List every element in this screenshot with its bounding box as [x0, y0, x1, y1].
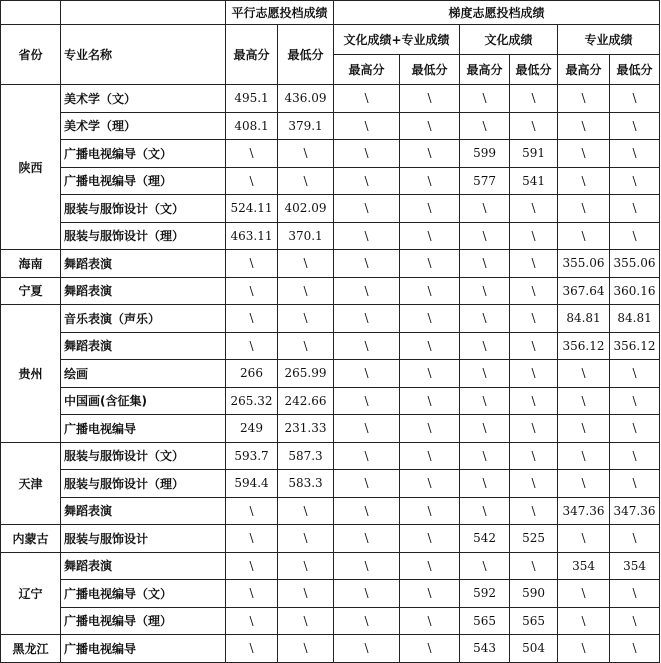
major-max-cell: 356.12 — [558, 332, 610, 360]
cpm-max-cell: \ — [334, 497, 400, 525]
parallel-min-cell: \ — [278, 552, 334, 580]
parallel-max-cell: \ — [226, 525, 278, 553]
major-min-cell: \ — [610, 112, 660, 140]
culture-min-cell: 591 — [510, 140, 558, 168]
table-row — [1, 360, 660, 388]
table-row — [1, 167, 660, 195]
parallel-max-cell: \ — [226, 140, 278, 168]
table-header — [1, 1, 660, 85]
major-name-cell: 服装与服饰设计 — [61, 525, 226, 553]
cpm-max-cell: \ — [334, 195, 400, 223]
header-parallel-max: 最高分 — [226, 25, 278, 85]
major-max-cell: \ — [558, 635, 610, 663]
cpm-max-cell: \ — [334, 525, 400, 553]
parallel-max-cell: 495.1 — [226, 85, 278, 113]
table-row — [1, 332, 660, 360]
parallel-max-cell: \ — [226, 167, 278, 195]
major-max-cell: \ — [558, 360, 610, 388]
culture-min-cell: \ — [510, 387, 558, 415]
cpm-min-cell: \ — [400, 222, 460, 250]
cpm-max-cell: \ — [334, 167, 400, 195]
culture-max-cell: \ — [460, 305, 510, 333]
cpm-max-cell: \ — [334, 635, 400, 663]
table-row — [1, 525, 660, 553]
culture-min-cell: \ — [510, 497, 558, 525]
table-row — [1, 222, 660, 250]
header-parallel: 平行志愿投档成绩 — [226, 1, 334, 25]
cpm-max-cell: \ — [334, 580, 400, 608]
major-min-cell: \ — [610, 415, 660, 443]
table-row — [1, 140, 660, 168]
table-row — [1, 497, 660, 525]
cpm-max-cell: \ — [334, 387, 400, 415]
table-row — [1, 552, 660, 580]
cpm-min-cell: \ — [400, 442, 460, 470]
major-max-cell: 354 — [558, 552, 610, 580]
major-max-cell: 367.64 — [558, 277, 610, 305]
province-cell: 辽宁 — [1, 552, 61, 635]
major-name-cell: 舞蹈表演 — [61, 277, 226, 305]
culture-max-cell: 577 — [460, 167, 510, 195]
major-min-cell: \ — [610, 470, 660, 498]
culture-max-cell: \ — [460, 112, 510, 140]
table-row — [1, 442, 660, 470]
province-cell: 内蒙古 — [1, 525, 61, 553]
table-row — [1, 580, 660, 608]
major-name-cell: 服装与服饰设计（文） — [61, 442, 226, 470]
major-min-cell: \ — [610, 635, 660, 663]
cpm-max-cell: \ — [334, 332, 400, 360]
header-culture-plus-major: 文化成绩+专业成绩 — [334, 25, 460, 55]
cpm-min-cell: \ — [400, 305, 460, 333]
cpm-min-cell: \ — [400, 525, 460, 553]
parallel-min-cell: \ — [278, 332, 334, 360]
table-row — [1, 607, 660, 635]
major-name-cell: 广播电视编导 — [61, 415, 226, 443]
cpm-min-cell: \ — [400, 277, 460, 305]
parallel-min-cell: \ — [278, 497, 334, 525]
parallel-max-cell: \ — [226, 277, 278, 305]
cpm-max-cell: \ — [334, 305, 400, 333]
cpm-max-cell: \ — [334, 112, 400, 140]
province-cell: 黑龙江 — [1, 635, 61, 663]
parallel-max-cell: \ — [226, 332, 278, 360]
culture-max-cell: \ — [460, 470, 510, 498]
culture-min-cell: \ — [510, 360, 558, 388]
table-row — [1, 470, 660, 498]
major-max-cell: \ — [558, 112, 610, 140]
culture-min-cell: \ — [510, 277, 558, 305]
culture-max-cell: \ — [460, 497, 510, 525]
major-max-cell: 355.06 — [558, 250, 610, 278]
culture-min-cell: \ — [510, 552, 558, 580]
parallel-min-cell: 265.99 — [278, 360, 334, 388]
major-min-cell: \ — [610, 360, 660, 388]
major-name-cell: 服装与服饰设计（文） — [61, 195, 226, 223]
parallel-min-cell: 402.09 — [278, 195, 334, 223]
major-name-cell: 服装与服饰设计（理） — [61, 470, 226, 498]
province-cell: 贵州 — [1, 305, 61, 443]
cpm-max-cell: \ — [334, 140, 400, 168]
major-name-cell: 广播电视编导（理） — [61, 167, 226, 195]
parallel-max-cell: \ — [226, 552, 278, 580]
major-max-cell: 84.81 — [558, 305, 610, 333]
table-row — [1, 415, 660, 443]
header-culture-min: 最低分 — [510, 55, 558, 85]
major-max-cell: \ — [558, 167, 610, 195]
culture-min-cell: \ — [510, 305, 558, 333]
culture-min-cell: 565 — [510, 607, 558, 635]
culture-min-cell: 590 — [510, 580, 558, 608]
cpm-min-cell: \ — [400, 332, 460, 360]
major-name-cell: 广播电视编导（文） — [61, 140, 226, 168]
cpm-min-cell: \ — [400, 85, 460, 113]
major-max-cell: \ — [558, 222, 610, 250]
major-min-cell: \ — [610, 525, 660, 553]
cpm-min-cell: \ — [400, 387, 460, 415]
parallel-min-cell: \ — [278, 140, 334, 168]
culture-min-cell: \ — [510, 442, 558, 470]
major-max-cell: \ — [558, 525, 610, 553]
header-gradient: 梯度志愿投档成绩 — [334, 1, 660, 25]
culture-min-cell: 504 — [510, 635, 558, 663]
table-row — [1, 387, 660, 415]
cpm-max-cell: \ — [334, 442, 400, 470]
cpm-max-cell: \ — [334, 277, 400, 305]
header-blank-major — [61, 1, 226, 25]
cpm-min-cell: \ — [400, 360, 460, 388]
culture-max-cell: \ — [460, 195, 510, 223]
major-max-cell: \ — [558, 387, 610, 415]
parallel-min-cell: 583.3 — [278, 470, 334, 498]
major-min-cell: \ — [610, 607, 660, 635]
table-row — [1, 277, 660, 305]
culture-max-cell: \ — [460, 85, 510, 113]
culture-max-cell: \ — [460, 360, 510, 388]
cpm-min-cell: \ — [400, 250, 460, 278]
province-cell: 海南 — [1, 250, 61, 278]
parallel-min-cell: 231.33 — [278, 415, 334, 443]
major-max-cell: \ — [558, 607, 610, 635]
culture-max-cell: \ — [460, 250, 510, 278]
culture-min-cell: 541 — [510, 167, 558, 195]
cpm-min-cell: \ — [400, 415, 460, 443]
parallel-max-cell: 408.1 — [226, 112, 278, 140]
header-major-min: 最低分 — [610, 55, 660, 85]
culture-max-cell: 543 — [460, 635, 510, 663]
major-min-cell: 347.36 — [610, 497, 660, 525]
parallel-min-cell: 436.09 — [278, 85, 334, 113]
major-min-cell: \ — [610, 167, 660, 195]
province-cell: 宁夏 — [1, 277, 61, 305]
culture-max-cell: \ — [460, 552, 510, 580]
parallel-max-cell: 524.11 — [226, 195, 278, 223]
parallel-min-cell: \ — [278, 305, 334, 333]
culture-max-cell: 565 — [460, 607, 510, 635]
culture-max-cell: \ — [460, 442, 510, 470]
parallel-min-cell: \ — [278, 277, 334, 305]
province-cell: 陕西 — [1, 85, 61, 250]
major-min-cell: \ — [610, 140, 660, 168]
culture-min-cell: \ — [510, 250, 558, 278]
major-min-cell: \ — [610, 85, 660, 113]
table-row — [1, 112, 660, 140]
culture-max-cell: \ — [460, 222, 510, 250]
cpm-max-cell: \ — [334, 470, 400, 498]
major-min-cell: \ — [610, 387, 660, 415]
culture-min-cell: \ — [510, 415, 558, 443]
culture-min-cell: \ — [510, 222, 558, 250]
parallel-max-cell: 266 — [226, 360, 278, 388]
major-name-cell: 舞蹈表演 — [61, 552, 226, 580]
cpm-max-cell: \ — [334, 607, 400, 635]
table-row — [1, 195, 660, 223]
table-row — [1, 250, 660, 278]
culture-max-cell: \ — [460, 387, 510, 415]
parallel-min-cell: \ — [278, 250, 334, 278]
major-min-cell: 354 — [610, 552, 660, 580]
table-body — [1, 85, 660, 663]
parallel-max-cell: 593.7 — [226, 442, 278, 470]
cpm-min-cell: \ — [400, 552, 460, 580]
cpm-max-cell: \ — [334, 85, 400, 113]
culture-min-cell: \ — [510, 332, 558, 360]
major-min-cell: 84.81 — [610, 305, 660, 333]
major-min-cell: \ — [610, 442, 660, 470]
cpm-max-cell: \ — [334, 222, 400, 250]
cpm-min-cell: \ — [400, 140, 460, 168]
major-max-cell: \ — [558, 470, 610, 498]
culture-min-cell: \ — [510, 85, 558, 113]
major-min-cell: \ — [610, 580, 660, 608]
parallel-max-cell: \ — [226, 305, 278, 333]
major-max-cell: 347.36 — [558, 497, 610, 525]
cpm-min-cell: \ — [400, 167, 460, 195]
cpm-max-cell: \ — [334, 415, 400, 443]
culture-min-cell: 525 — [510, 525, 558, 553]
cpm-max-cell: \ — [334, 552, 400, 580]
parallel-min-cell: 587.3 — [278, 442, 334, 470]
cpm-min-cell: \ — [400, 112, 460, 140]
header-parallel-min: 最低分 — [278, 25, 334, 85]
parallel-min-cell: \ — [278, 580, 334, 608]
cpm-max-cell: \ — [334, 250, 400, 278]
parallel-max-cell: \ — [226, 607, 278, 635]
cpm-min-cell: \ — [400, 635, 460, 663]
major-max-cell: \ — [558, 580, 610, 608]
major-name-cell: 服装与服饰设计（理） — [61, 222, 226, 250]
table-row — [1, 305, 660, 333]
culture-max-cell: 542 — [460, 525, 510, 553]
parallel-max-cell: \ — [226, 635, 278, 663]
parallel-min-cell: 242.66 — [278, 387, 334, 415]
culture-max-cell: \ — [460, 332, 510, 360]
header-culture-max: 最高分 — [460, 55, 510, 85]
header-cpm-max: 最高分 — [334, 55, 400, 85]
major-max-cell: \ — [558, 415, 610, 443]
major-max-cell: \ — [558, 442, 610, 470]
parallel-min-cell: \ — [278, 167, 334, 195]
major-max-cell: \ — [558, 85, 610, 113]
major-min-cell: \ — [610, 222, 660, 250]
major-name-cell: 舞蹈表演 — [61, 332, 226, 360]
cpm-max-cell: \ — [334, 360, 400, 388]
parallel-max-cell: \ — [226, 580, 278, 608]
parallel-min-cell: 370.1 — [278, 222, 334, 250]
culture-min-cell: \ — [510, 112, 558, 140]
major-name-cell: 广播电视编导（理） — [61, 607, 226, 635]
header-major-score: 专业成绩 — [558, 25, 660, 55]
major-min-cell: 356.12 — [610, 332, 660, 360]
major-name-cell: 中国画(含征集) — [61, 387, 226, 415]
cpm-min-cell: \ — [400, 470, 460, 498]
header-culture: 文化成绩 — [460, 25, 558, 55]
parallel-max-cell: \ — [226, 250, 278, 278]
header-province: 省份 — [1, 25, 61, 85]
major-name-cell: 广播电视编导 — [61, 635, 226, 663]
parallel-max-cell: 249 — [226, 415, 278, 443]
cpm-min-cell: \ — [400, 580, 460, 608]
cpm-min-cell: \ — [400, 497, 460, 525]
table-row — [1, 85, 660, 113]
culture-max-cell: \ — [460, 277, 510, 305]
parallel-min-cell: \ — [278, 635, 334, 663]
culture-max-cell: 592 — [460, 580, 510, 608]
parallel-min-cell: \ — [278, 607, 334, 635]
parallel-min-cell: 379.1 — [278, 112, 334, 140]
major-name-cell: 舞蹈表演 — [61, 250, 226, 278]
major-name-cell: 音乐表演（声乐） — [61, 305, 226, 333]
header-major: 专业名称 — [61, 25, 226, 85]
cpm-min-cell: \ — [400, 195, 460, 223]
cpm-min-cell: \ — [400, 607, 460, 635]
culture-max-cell: 599 — [460, 140, 510, 168]
major-name-cell: 美术学（理） — [61, 112, 226, 140]
major-min-cell: \ — [610, 195, 660, 223]
major-max-cell: \ — [558, 195, 610, 223]
culture-max-cell: \ — [460, 415, 510, 443]
table-row — [1, 635, 660, 663]
major-min-cell: 360.16 — [610, 277, 660, 305]
province-cell: 天津 — [1, 442, 61, 525]
header-cpm-min: 最低分 — [400, 55, 460, 85]
major-name-cell: 广播电视编导（文） — [61, 580, 226, 608]
major-name-cell: 绘画 — [61, 360, 226, 388]
parallel-min-cell: \ — [278, 525, 334, 553]
parallel-max-cell: 594.4 — [226, 470, 278, 498]
culture-min-cell: \ — [510, 470, 558, 498]
parallel-max-cell: 265.32 — [226, 387, 278, 415]
parallel-max-cell: 463.11 — [226, 222, 278, 250]
major-name-cell: 美术学（文） — [61, 85, 226, 113]
header-major-max: 最高分 — [558, 55, 610, 85]
major-name-cell: 舞蹈表演 — [61, 497, 226, 525]
parallel-max-cell: \ — [226, 497, 278, 525]
major-min-cell: 355.06 — [610, 250, 660, 278]
header-blank-province — [1, 1, 61, 25]
major-max-cell: \ — [558, 140, 610, 168]
culture-min-cell: \ — [510, 195, 558, 223]
